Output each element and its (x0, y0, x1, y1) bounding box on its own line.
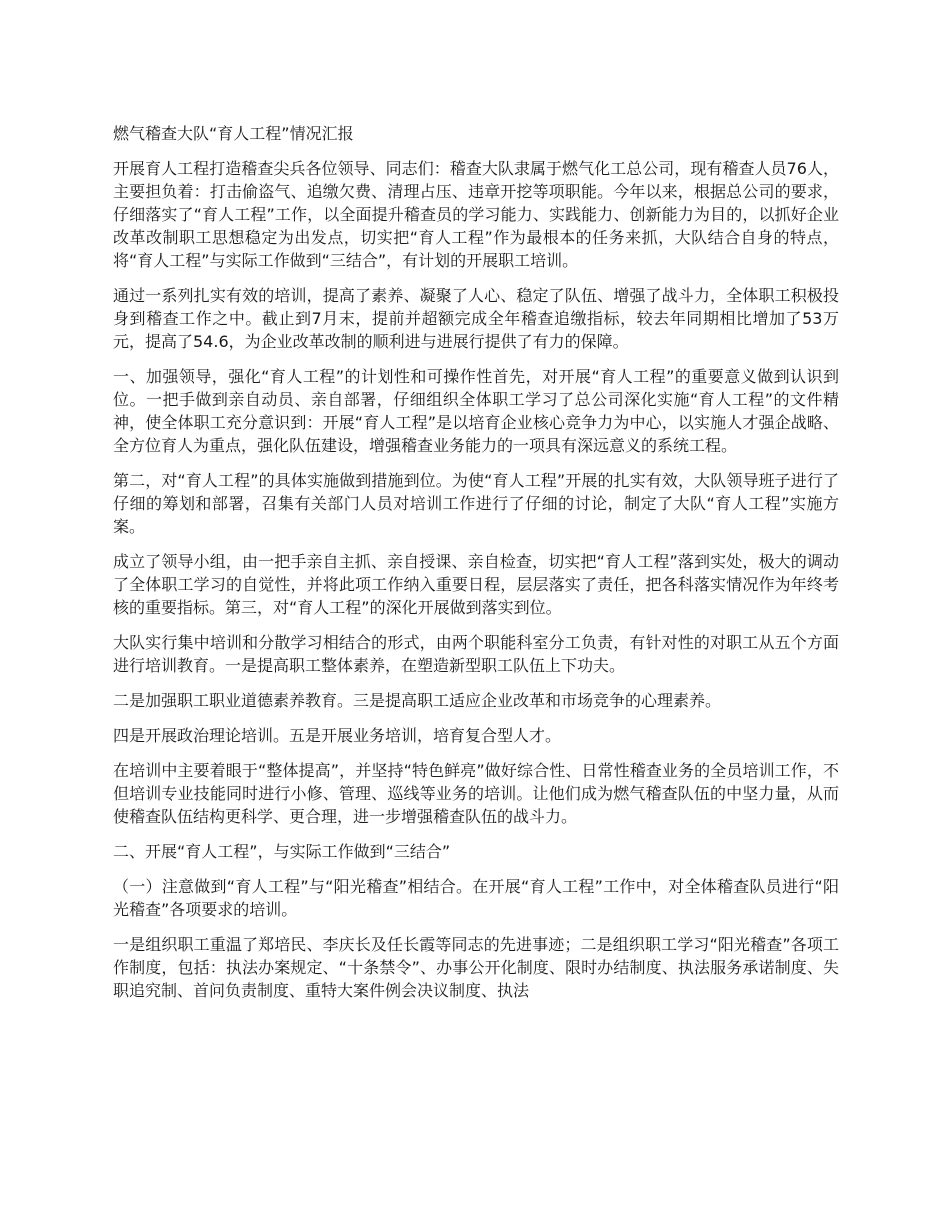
paragraph-8: 四是开展政治理论培训。五是开展业务培训，培育复合型人才。 (113, 726, 562, 745)
paragraph-1: 开展育人工程打造稽查尖兵各位领导、同志们：稽查大队隶属于燃气化工总公司，现有稽查人员76人，主要担负着：打击偷盗气、追缴欠费、清理占压、违章开挖等项职能。今年以来，根据总公司的要求，仔细落实了“育人工程”工作，以全面提升稽查员的学习能力、实践能力、创新能力为目的，以抓好企业改革改制职工思想稳定为出发点，切实把“育人工程”作为最根本的任务来抓，大队结合自身的特点，将“育人工程”与实际工作做到“三结合”，有计划的开展职工培训。 (113, 159, 839, 270)
paragraph-9: 在培训中主要着眼于“整体提高”，并坚持“特色鲜亮”做好综合性、日常性稽查业务的全员培训工作，不但培训专业技能同时进行小修、管理、巡线等业务的培训。让他们成为燃气稽查队伍的中坚力量，从而使稽查队伍结构更科学、更合理，进一步增强稽查队伍的战斗力。 (113, 761, 839, 826)
paragraph-11: （一）注意做到“育人工程”与“阳光稽查”相结合。在开展“育人工程”工作中，对全体稽查队员进行“阳光稽查”各项要求的培训。 (113, 877, 839, 919)
paragraph-12: 一是组织职工重温了郑培民、李庆长及任长霞等同志的先进事迹；二是组织职工学习“阳光稽查”各项工作制度，包括：执法办案规定、“十条禁令”、办事公开化制度、限时办结制度、执法服务承诺制度、失职追究制、首问负责制度、重特大案件例会决议制度、执法 (113, 935, 839, 1000)
document-page (113, 122, 839, 1014)
document-title: 燃气稽查大队“育人工程”情况汇报 (113, 124, 354, 143)
section-heading-2: 二、开展“育人工程”，与实际工作做到“三结合” (113, 842, 451, 861)
paragraph-3: 一、加强领导，强化“育人工程”的计划性和可操作性首先，对开展“育人工程”的重要意义做到认识到位。一把手做到亲自动员、亲自部署，仔细组织全体职工学习了总公司深化实施“育人工程”的文件精神，使全体职工充分意识到：开展“育人工程”是以培育企业核心竞争力为中心，以实施人才强企战略、全方位育人为重点，强化队伍建设，增强稽查业务能力的一项具有深远意义的系统工程。 (113, 367, 839, 455)
paragraph-7: 二是加强职工职业道德素养教育。三是提高职工适应企业改革和市场竞争的心理素养。 (113, 691, 722, 710)
paragraph-4: 第二，对“育人工程”的具体实施做到措施到位。为使“育人工程”开展的扎实有效，大队领导班子进行了仔细的筹划和部署，召集有关部门人员对培训工作进行了仔细的讨论，制定了大队“育人工程”实施方案。 (113, 471, 839, 536)
paragraph-6: 大队实行集中培训和分散学习相结合的形式，由两个职能科室分工负责，有针对性的对职工从五个方面进行培训教育。一是提高职工整体素养，在塑造新型职工队伍上下功夫。 (113, 633, 839, 675)
paragraph-2: 通过一系列扎实有效的培训，提高了素养、凝聚了人心、稳定了队伍、增强了战斗力，全体职工积极投身到稽查工作之中。截止到7月末，提前并超额完成全年稽查追缴指标，较去年同期相比增加了53万元，提高了54.6，为企业改革改制的顺利进与进展行提供了有力的保障。 (113, 286, 839, 351)
paragraph-5: 成立了领导小组，由一把手亲自主抓、亲自授课、亲自检查，切实把“育人工程”落到实处，极大的调动了全体职工学习的自觉性，并将此项工作纳入重要日程，层层落实了责任，把各科落实情况作为年终考核的重要指标。第三，对“育人工程”的深化开展做到落实到位。 (113, 552, 839, 617)
